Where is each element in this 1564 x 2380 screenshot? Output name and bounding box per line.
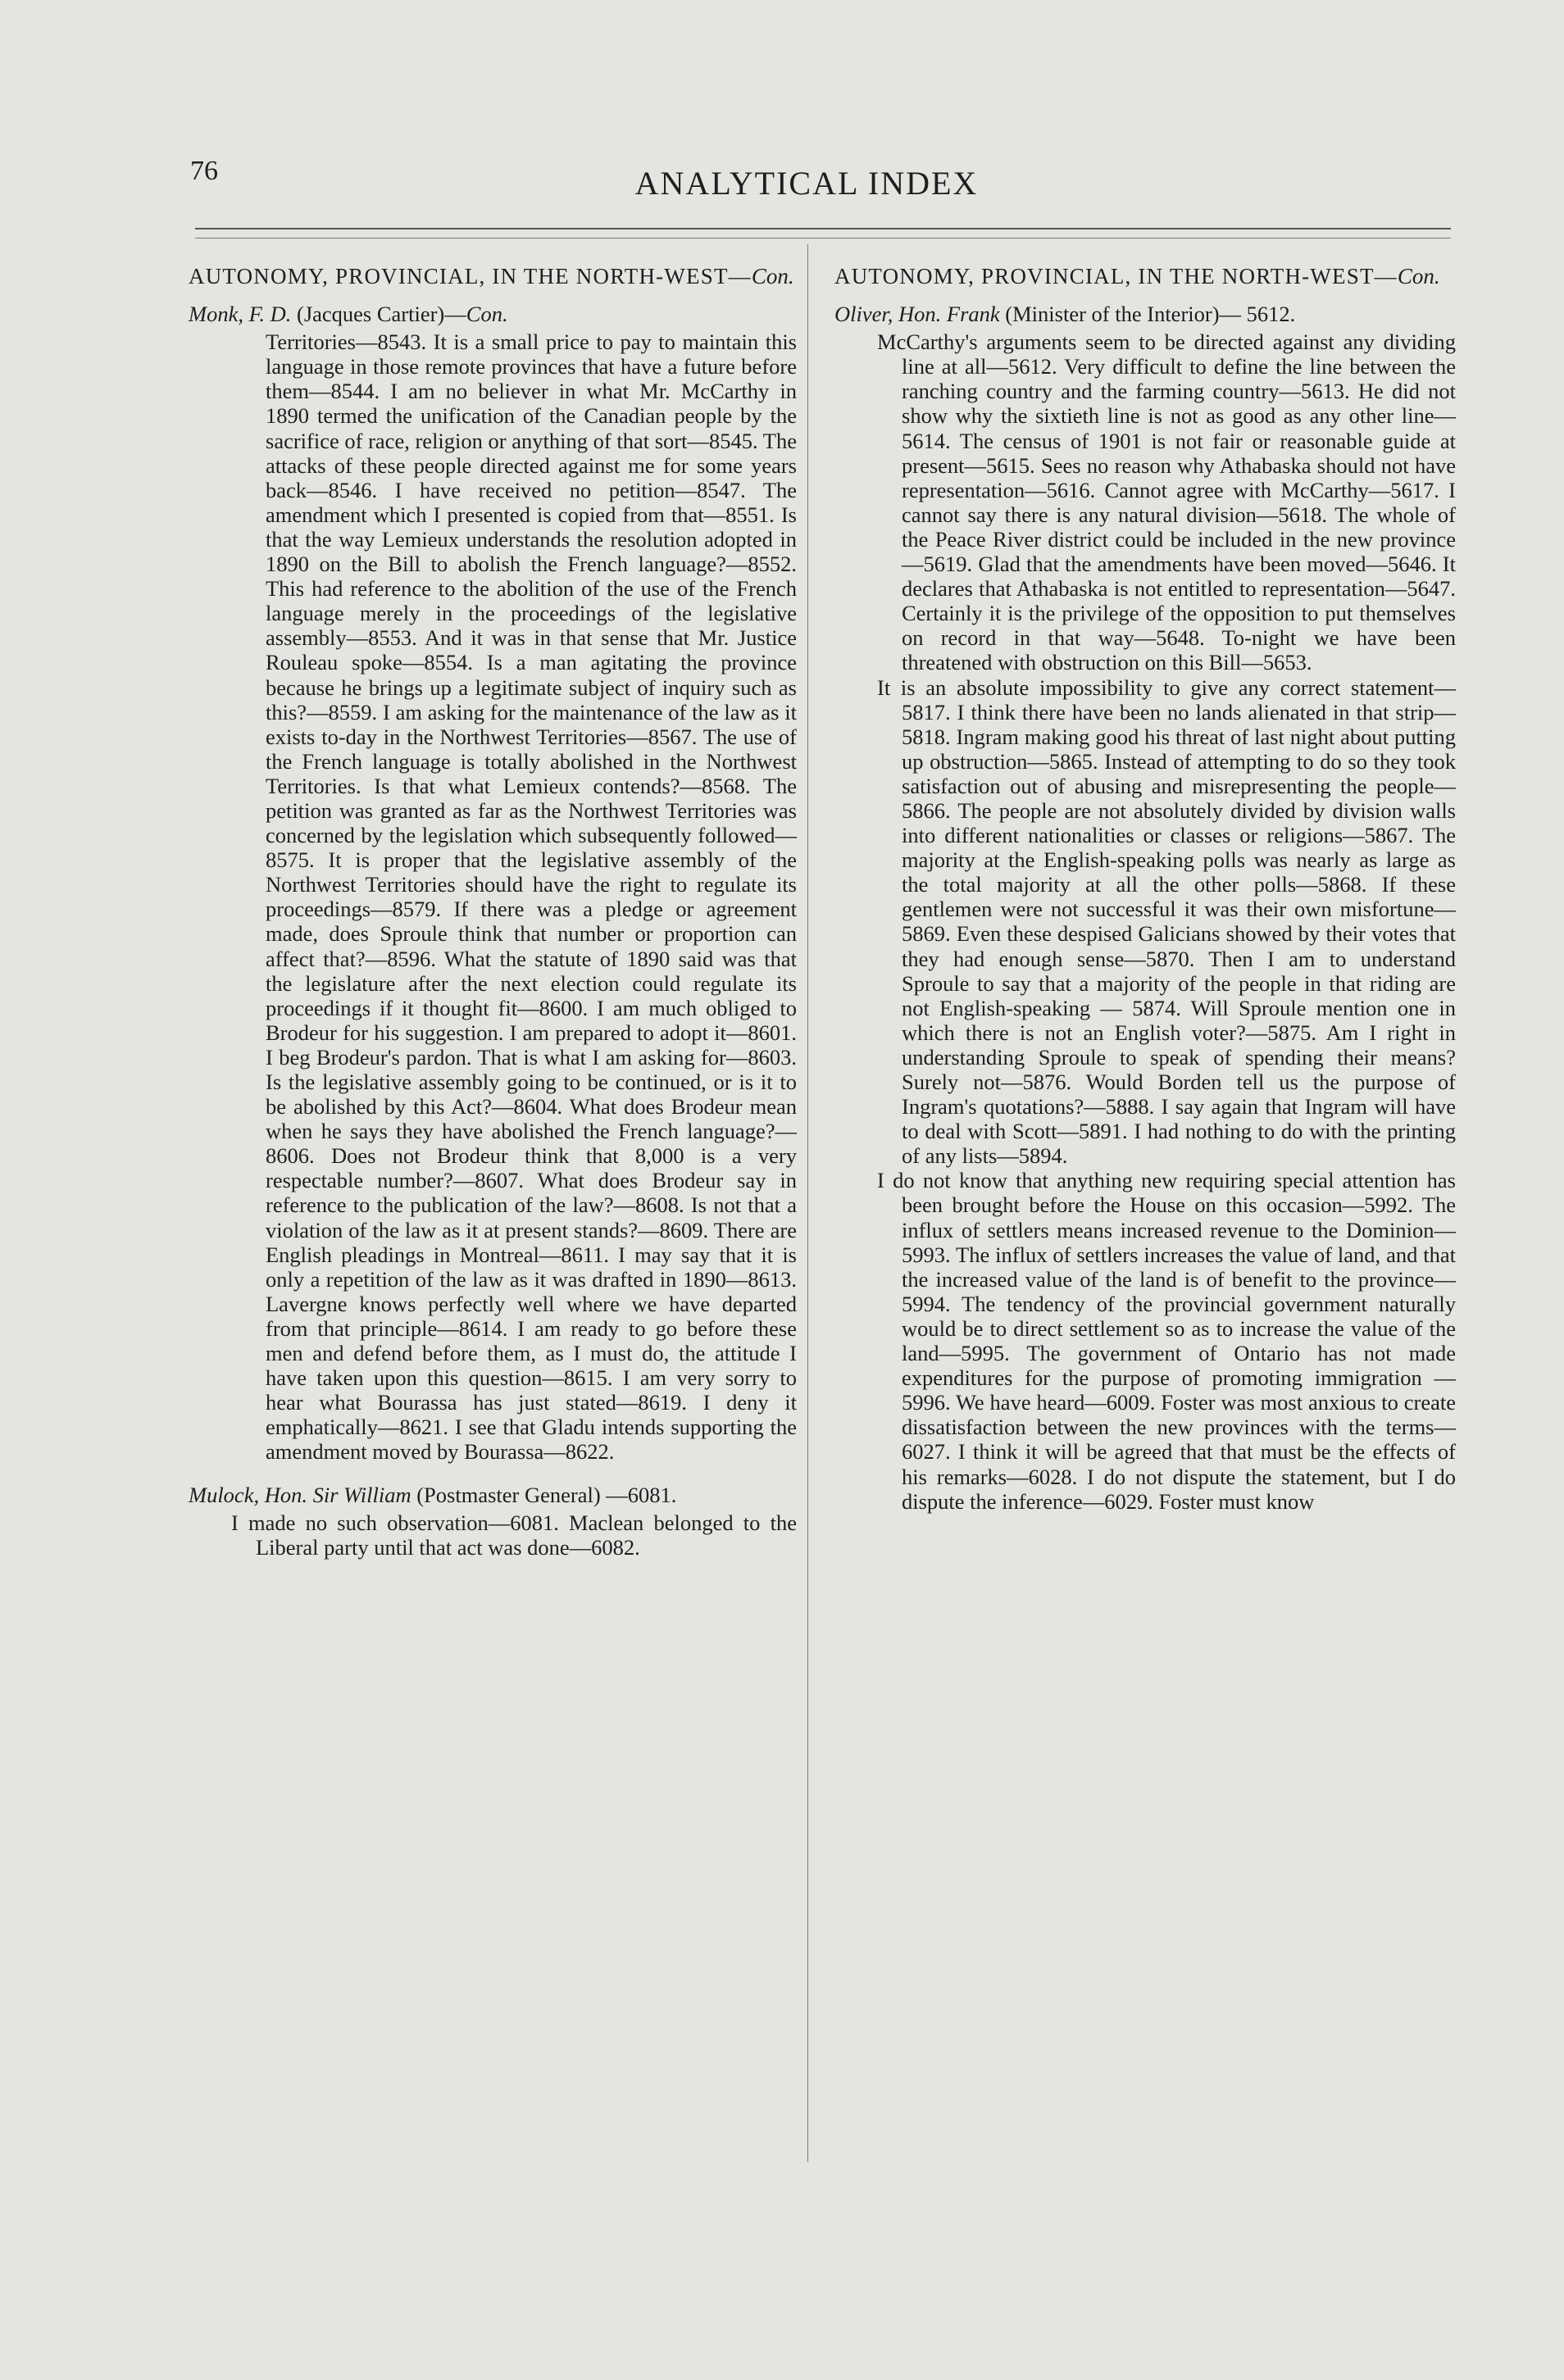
speaker-text: McCarthy's arguments seem to be directed against any dividing line at all—5612. Very difficult to define the line between the ranching country and the farming country—5613. He did not show why the sixtieth line is not as good as any other line—5614. The census of 1901 is not fair or reasonable guide at present—5615. Sees no reason why Athabaska should not have representation—5616. Cannot agree with McCarthy—5617. I cannot say there is any natural division—5618. The whole of the Peace River district could be included in the new province—5619. Glad that the amendments have been moved—5646. It declares that Athabaska is not entitled to representation—5647. Certainly it is the privilege of the opposition to put themselves on record in that way—5648. To-night we have been threatened with obstruction on this Bill—5653. <box>877 329 1456 675</box>
speaker-role: (Postmaster General) —6081. <box>416 1482 677 1507</box>
speaker-text: I made no such observation—6081. Maclean belonged to the Liberal party until that act was done—6082. <box>231 1510 797 1560</box>
speaker-role: (Minister of the Interior)— 5612. <box>1005 302 1296 327</box>
speaker-riding: (Jacques Cartier)— <box>297 302 466 327</box>
speaker-text: Territories—8543. It is a small price to pay to maintain this language in those remote provinces that have a future before them—8544. I am no believer in what Mr. McCarthy in 1890 termed the unification of the Canadian people by the sacrifice of race, religion or anything of that sort—8545. The attacks of these people directed against me for some years back—8546. I have received no petition—8547. The amendment which I presented is copied from that—8551. Is that the way Lemieux understands the resolution adopted in 1890 on the Bill to abolish the French language?—8552. This had reference to the abolition of the use of the French language merely in the proceedings of the legislative assembly—8553. And it was in that sense that Mr. Justice Rouleau spoke—8554. Is a man agitating the province because he brings up a legitimate subject of inquiry such as this?—8559. I am asking for the maintenance of the law as it exists to-day in the Northwest Territories—8567. The use of the French language is totally abolished in the Northwest Territories. Is that what Lemieux contends?—8568. The petition was granted as far as the Northwest Territories was concerned by the legislation which subsequently followed—8575. It is proper that the legislative assembly of the Northwest Territories should have the right to regulate its proceedings—8579. If there was a pledge or agreement made, does Sproule think that number or proportion can affect that?—8596. What the statute of 1890 said was that the legislature after the next election could regulate its proceedings if it thought fit—8600. I am much obliged to Brodeur for his suggestion. I am prepared to adopt it—8601. I beg Brodeur's pardon. That is what I am asking for—8603. Is the legislative assembly going to be continued, or is it to be abolished by this Act?—8604. What does Brodeur mean when he says they have abolished the French language?—8606. Does not Brodeur think that 8,000 is a very respectable number?—8607. What does Brodeur say in reference to the publication of the law?—8608. Is not that a violation of the law as it at present stands?—8609. There are English pleadings in Montreal—8611. I may say that it is only a repetition of the law as it was drafted in 1890—8613. Lavergne knows perfectly well where we have departed from that principle—8614. I am ready to go before these men and defend before them, as I must do, the attitude I have taken upon this question—8615. I am very sorry to hear what Bourassa has just stated—8619. I deny it emphatically—8621. I see that Gladu intends supporting the amendment moved by Bourassa—8622. <box>266 329 797 1465</box>
right-column <box>834 264 1456 1514</box>
speaker-name: Oliver, Hon. Frank <box>834 302 1000 327</box>
speaker-text: I do not know that anything new requiring special attention has been brought before the House on this occasion—5992. The influx of settlers means increased revenue to the Dominion—5993. The influx of settlers increases the value of land, and that the increased value of the land is of benefit to the province—5994. The tendency of the provincial government naturally would be to direct settlement so as to increase the value of the land—5995. The government of Ontario has not made expenditures for the purpose of promoting immigration — 5996. We have heard—6009. Foster was most anxious to create dissatisfaction between the new provinces with the terms—6027. I think it will be agreed that that must be the effects of his remarks—6028. I do not dispute the statement, but I do dispute the inference—6029. Foster must know <box>877 1168 1456 1514</box>
section-heading <box>189 264 797 288</box>
speaker-entry <box>834 302 1456 326</box>
section-heading-text: AUTONOMY, PROVINCIAL, IN THE NORTH-WEST— <box>834 264 1398 288</box>
left-column <box>189 264 797 1560</box>
speaker-con: Con. <box>466 302 508 327</box>
speaker-entry <box>189 1483 797 1507</box>
page-number: 76 <box>190 156 218 186</box>
section-heading-con: Con. <box>1397 264 1440 288</box>
speaker-entry <box>189 302 797 326</box>
section-heading-con: Con. <box>751 264 794 288</box>
section-heading-text: AUTONOMY, PROVINCIAL, IN THE NORTH-WEST— <box>189 264 752 288</box>
header-rule <box>195 228 1451 229</box>
speaker-text: It is an absolute impossibility to give any correct statement—5817. I think there have been no lands alienated in that strip—5818. Ingram making good his threat of last night about putting up obstruction—5865. Instead of attempting to do so they took satisfaction out of abusing and misrepresenting the people—5866. The people are not absolutely divided by division walls into different nationalities or classes or religions—5867. The majority at the English-speaking polls was nearly as large as the total majority at all the other polls—5868. If these gentlemen were not successful it was their own misfortune—5869. Even these despised Galicians showed by their votes that they had enough sense—5870. Then I am to understand Sproule to say that a majority of the people in that riding are not English-speaking — 5874. Will Sproule mention one in which there is not an English voter?—5875. Am I right in understanding Sproule to speak of spending their means? Surely not—5876. Would Borden tell us the purpose of Ingram's quotations?—5888. I say again that Ingram will have to deal with Scott—5891. I had nothing to do with the printing of any lists—5894. <box>877 674 1456 1169</box>
column-divider <box>807 244 808 2162</box>
speaker-name: Monk, F. D. <box>189 302 292 327</box>
section-heading <box>834 264 1456 288</box>
speaker-name: Mulock, Hon. Sir William <box>189 1482 411 1507</box>
running-title: ANALYTICAL INDEX <box>634 165 979 202</box>
spacer <box>189 1465 797 1483</box>
